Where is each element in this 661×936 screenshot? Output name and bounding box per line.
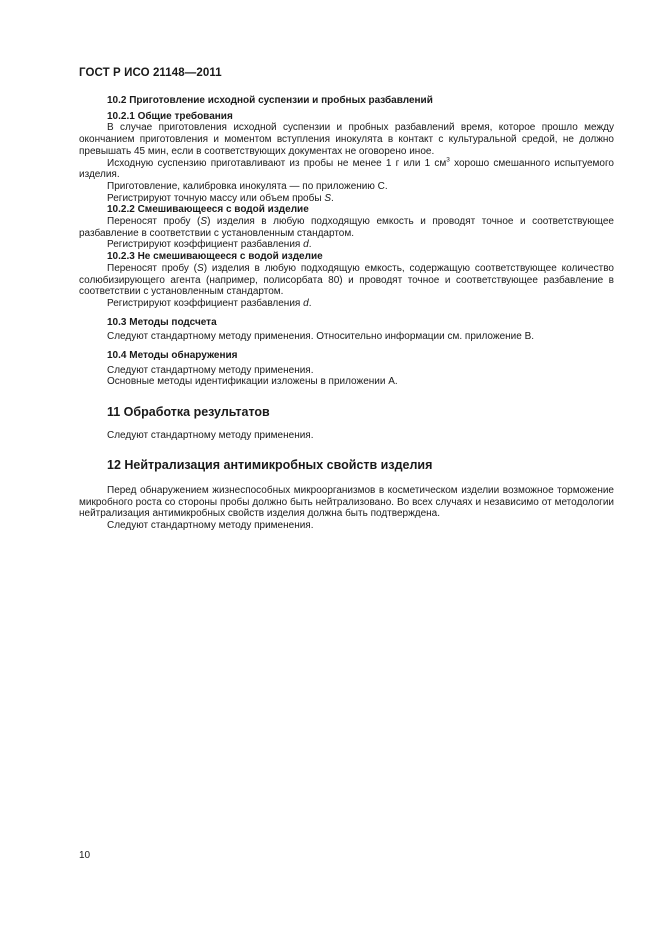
paragraph: Переносят пробу (S) изделия в любую подходящую емкость и проводят точное и соответствующее разбавление в соответствии с установленным стандартом. — [79, 216, 614, 239]
section-12-title: 12 Нейтрализация антимикробных свойств изделия — [107, 457, 433, 472]
section-10-4-title: 10.4 Методы обнаружения — [107, 350, 238, 362]
document-body — [79, 95, 614, 532]
section-10-2-3-title: 10.2.3 Не смешивающееся с водой изделие — [107, 251, 323, 263]
paragraph: Регистрируют коэффициент разбавления d. — [107, 297, 312, 309]
paragraph: Регистрируют точную массу или объем пробы S. — [107, 192, 334, 204]
paragraph: Следуют стандартному методу применения. — [107, 519, 314, 531]
document-code-header: ГОСТ Р ИСО 21148—2011 — [79, 67, 222, 79]
paragraph: Регистрируют коэффициент разбавления d. — [107, 239, 312, 251]
paragraph: Следуют стандартному методу применения. Относительно информации см. приложение В. — [107, 331, 535, 343]
section-10-2-title: 10.2 Приготовление исходной суспензии и пробных разбавлений — [107, 95, 433, 106]
page-number: 10 — [79, 850, 91, 861]
paragraph: Приготовление, калибровка инокулята — по приложению С. — [107, 180, 388, 192]
section-10-2-1-title: 10.2.1 Общие требования — [107, 110, 233, 122]
paragraph: Переносят пробу (S) изделия в любую подходящую емкость, содержащую соответствующее количество солюбизирующего агента (например, полисорбата 80) и проводят точное и соответствующее разбавление в соответствии с установленным стандартом. — [79, 262, 614, 298]
section-11-title: 11 Обработка результатов — [107, 405, 270, 420]
paragraph: Следуют стандартному методу применения. — [107, 430, 314, 442]
section-10-2-2-title: 10.2.2 Смешивающееся с водой изделие — [107, 204, 309, 216]
paragraph: Следуют стандартному методу применения. — [107, 364, 314, 376]
paragraph: В случае приготовления исходной суспензии и пробных разбавлений время, которое прошло между окончанием приготовления и моментом вступления инокулята в контакт с культуральной средой, не должно превышать 45 мин, если в соответствующих документах не оговорено иное. — [79, 122, 614, 157]
paragraph: Перед обнаружением жизнеспособных микроорганизмов в косметическом изделии возможное торможение микробного роста со стороны пробы должно быть нейтрализовано. Во всех случаях и независимо от методологии нейтрализация антимикробных свойств изделия должна быть подтверждена. — [79, 484, 614, 520]
section-10-3-title: 10.3 Методы подсчета — [107, 316, 217, 328]
paragraph: Исходную суспензию приготавливают из пробы не менее 1 г или 1 $см^3$ хорошо смешанного испытуемого изделия. — [79, 156, 614, 181]
paragraph: Основные методы идентификации изложены в приложении А. — [107, 376, 398, 388]
